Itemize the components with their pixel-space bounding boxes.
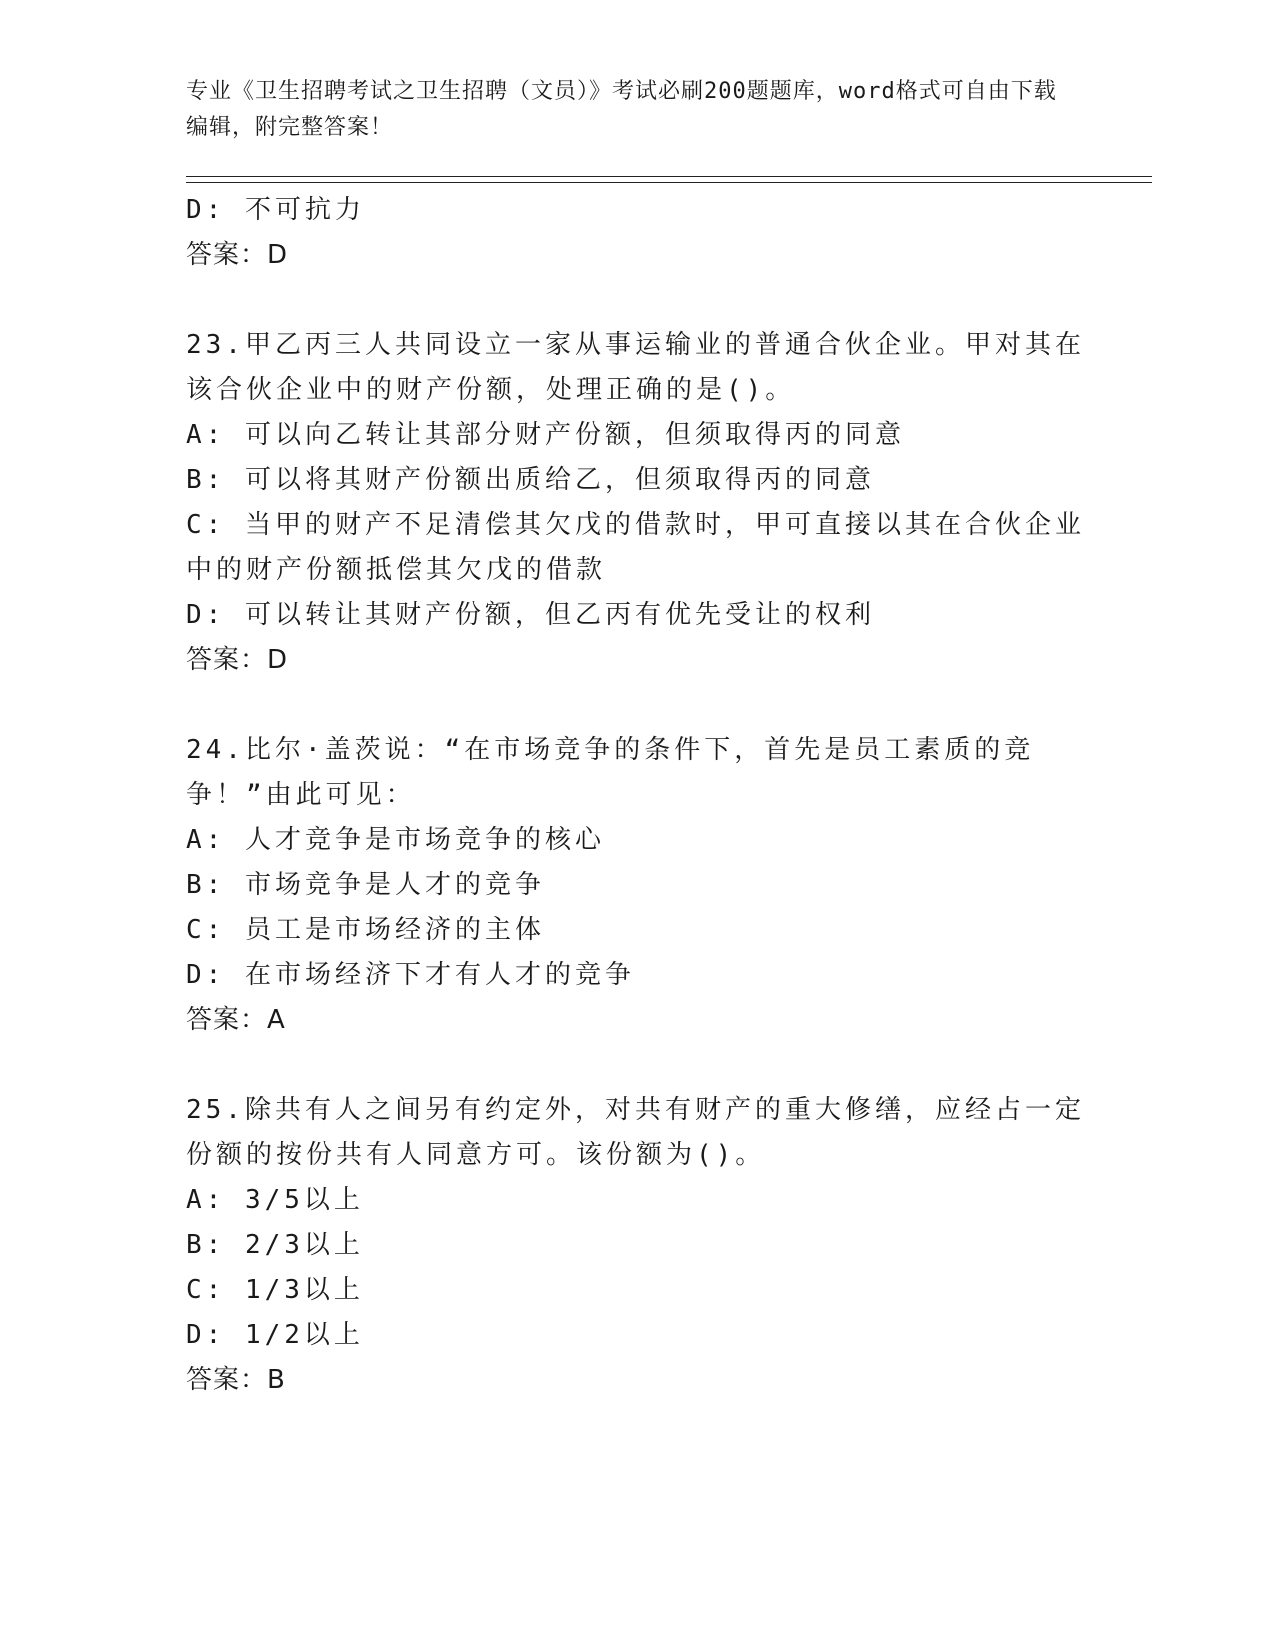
option-b: B: 可以将其财产份额出质给乙，但须取得丙的同意 (186, 465, 875, 495)
answer-line: 答案：A (186, 1005, 286, 1035)
option-c: C: 当甲的财产不足清偿其欠戊的借款时，甲可直接以其在合伙企业中的财产份额抵偿其欠戊的借款 (186, 510, 1085, 585)
question-25 (186, 1088, 1086, 1403)
question-24 (186, 728, 1086, 1043)
spacer (186, 1043, 1086, 1088)
option-c: C: 1/3以上 (186, 1275, 364, 1305)
answer-line: 答案：D (186, 645, 289, 675)
question-23 (186, 323, 1086, 683)
question-stem: 24.比尔·盖茨说：“在市场竞争的条件下，首先是员工素质的竞争！”由此可见： (186, 735, 1035, 810)
spacer (186, 278, 1086, 323)
page-header-title: 专业《卫生招聘考试之卫生招聘（文员）》考试必刷200题题库，word格式可自由下载编辑，附完整答案！ (186, 79, 1057, 140)
answer-line: 答案：B (186, 1365, 286, 1395)
question-stem: 23.甲乙丙三人共同设立一家从事运输业的普通合伙企业。甲对其在该合伙企业中的财产份额，处理正确的是()。 (186, 330, 1085, 405)
document-body (186, 188, 1086, 1403)
option-b: B: 市场竞争是人才的竞争 (186, 870, 545, 900)
option-a: A: 3/5以上 (186, 1185, 364, 1215)
header-divider-top (186, 176, 1152, 177)
option-d: D: 可以转让其财产份额，但乙丙有优先受让的权利 (186, 600, 875, 630)
option-a: A: 人才竞争是市场竞争的核心 (186, 825, 605, 855)
option-d: D: 不可抗力 (186, 195, 365, 225)
header-divider-bottom (186, 182, 1152, 183)
option-d: D: 在市场经济下才有人才的竞争 (186, 960, 635, 990)
option-b: B: 2/3以上 (186, 1230, 364, 1260)
spacer (186, 683, 1086, 728)
option-d: D: 1/2以上 (186, 1320, 364, 1350)
answer-line: 答案：D (186, 240, 289, 270)
option-a: A: 可以向乙转让其部分财产份额，但须取得丙的同意 (186, 420, 905, 450)
question-stem: 25.除共有人之间另有约定外，对共有财产的重大修缮，应经占一定份额的按份共有人同意方可。该份额为()。 (186, 1095, 1085, 1170)
option-c: C: 员工是市场经济的主体 (186, 915, 545, 945)
